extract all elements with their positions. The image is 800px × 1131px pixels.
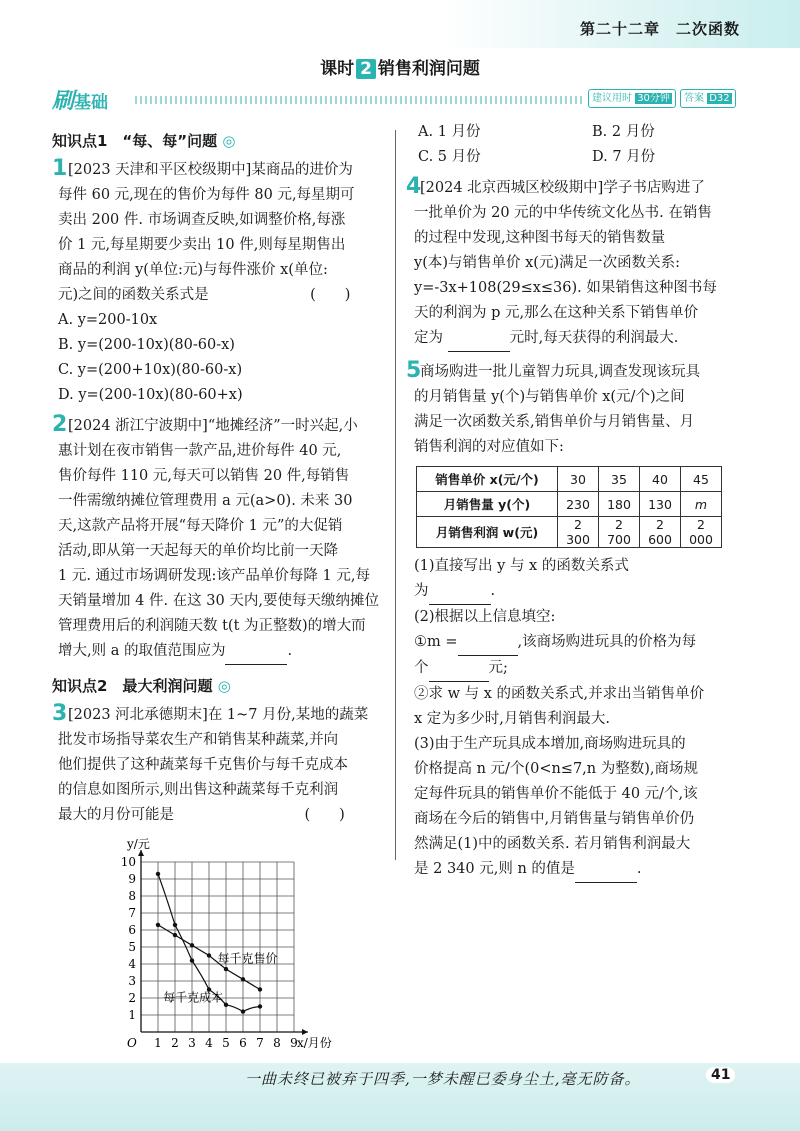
q3-line: 批发市场指导菜农生产和销售某种蔬菜,并向 <box>58 732 339 748</box>
chart-ylabel: y/元 <box>127 837 150 851</box>
q5-part1-answer: 为 . <box>414 579 746 605</box>
table-cell: 40 <box>640 467 681 492</box>
q5-p2a-post: ,该商场购进玩具的价格为每 <box>517 634 697 650</box>
kp1-title: 知识点1 “每、每”问题 <box>52 132 218 150</box>
q1-line: 价 1 元,每星期要少卖出 10 件,则每星期售出 <box>58 237 346 253</box>
left-column <box>52 130 392 828</box>
y-tick-label: 2 <box>128 991 136 1005</box>
sales-table <box>416 466 722 548</box>
series-point <box>207 953 211 957</box>
q5-part3: 然满足(1)中的函数关系. 若月销售利润最大 <box>414 836 691 852</box>
q5-part3-last: 是 2 340 元,则 n 的值是 . <box>414 857 746 883</box>
series-point <box>190 943 194 947</box>
q4-last-line <box>414 326 746 352</box>
y-tick-label: 10 <box>120 855 136 869</box>
y-tick-label: 4 <box>128 957 136 971</box>
table-cell: 130 <box>640 492 681 517</box>
q5-p3-last: 是 2 340 元,则 n 的值是 <box>414 861 575 877</box>
q4-line: y(本)与销售单价 x(元)满足一次函数关系: <box>414 255 680 271</box>
table-cell: 2 700 <box>599 517 640 548</box>
q3-option[interactable]: B. 2 月份 <box>592 124 655 140</box>
q5-part3: (3)由于生产玩具成本增加,商场购进玩具的 <box>414 736 686 752</box>
brush-logo-main: 刷 <box>52 89 75 114</box>
table-row <box>417 492 722 517</box>
table-cell: m <box>681 492 722 517</box>
q5-part2b <box>414 656 746 682</box>
q3-options <box>406 120 746 170</box>
chart-xlabel: x/月份 <box>297 1036 332 1050</box>
q2-last-line <box>58 639 392 665</box>
q2-line: 1 元. 通过市场调研发现:该产品单价每降 1 元,每 <box>58 568 370 584</box>
q5-p2b-pre: 个 <box>414 660 429 676</box>
x-tick-label: 6 <box>239 1036 247 1050</box>
q3-line: 他们提供了这种蔬菜每千克售价与每千克成本 <box>58 757 348 773</box>
lesson-number: 2 <box>356 59 376 79</box>
q2-answer-blank[interactable] <box>225 639 287 665</box>
q1-option[interactable]: A. y=200-10x <box>58 312 158 328</box>
question-2 <box>52 414 392 665</box>
q1-option[interactable]: C. y=(200+10x)(80-60-x) <box>58 362 243 378</box>
q3-option[interactable]: C. 5 月份 <box>418 149 481 165</box>
series-point <box>224 1003 228 1007</box>
brush-logo <box>52 84 108 115</box>
q2-line: 活动,即从第一天起每天的单价均比前一天降 <box>58 543 339 559</box>
q1-line: 元)之间的函数关系式是 ( ) <box>58 287 351 303</box>
answer-value: D32 <box>709 93 730 104</box>
q4-line: 一批单价为 20 元的中华传统文化丛书. 在销售 <box>414 205 712 221</box>
series-label-price: 每千克售价 <box>217 951 278 966</box>
q4-line: 的过程中发现,这种图书每天的销售数量 <box>414 230 666 246</box>
q2-line: 天销量增加 4 件. 在这 30 天内,要使每天缴纳摊位 <box>58 593 379 609</box>
q5-part1: (1)直接写出 y 与 x 的函数关系式 <box>414 558 629 574</box>
series-point <box>258 987 262 991</box>
q5-part3: 价格提高 n 元/个(0<n≤7,n 为整数),商场规 <box>414 761 699 777</box>
y-tick-label: 7 <box>128 906 136 920</box>
time-tag <box>588 89 676 108</box>
q5-n-blank[interactable] <box>575 857 637 883</box>
knowledge-point-1 <box>52 130 392 158</box>
x-tick-label: 7 <box>256 1036 264 1050</box>
q5-p1b: 为 <box>414 583 429 599</box>
column-divider <box>395 130 396 860</box>
q3-line: 的信息如图所示,则出售这种蔬菜每千克利润 <box>58 782 339 798</box>
q5-m-blank[interactable] <box>458 630 518 656</box>
page-number: 41 <box>706 1067 735 1083</box>
q1-option[interactable]: B. y=(200-10x)(80-60-x) <box>58 337 235 353</box>
q2-line: 惠计划在夜市销售一款产品,进价每件 40 元, <box>58 443 342 459</box>
series-point <box>190 958 194 962</box>
q4-number: 4 <box>406 174 422 199</box>
answer-tag <box>680 89 736 108</box>
table-header: 月销售量 y(个) <box>417 492 558 517</box>
q4-last-post: 元时,每天获得的利润最大. <box>509 330 679 346</box>
y-tick-label: 9 <box>128 872 136 886</box>
chart-axes <box>138 850 308 1035</box>
table-cell: 230 <box>558 492 599 517</box>
x-tick-label: 3 <box>188 1036 196 1050</box>
y-tick-label: 6 <box>128 923 136 937</box>
q1-line: 每件 60 元,现在的售价为每件 80 元,每星期可 <box>58 187 355 203</box>
q5-part2c: x 定为多少时,月销售利润最大. <box>414 711 611 727</box>
x-axis-arrow <box>302 1029 308 1035</box>
series-point <box>173 923 177 927</box>
y-tick-label: 1 <box>128 1008 136 1022</box>
q5-part2c: ②求 w 与 x 的函数关系式,并求出当销售单价 <box>414 686 705 702</box>
series-point <box>224 967 228 971</box>
series-point <box>241 1009 245 1013</box>
right-column <box>406 120 746 883</box>
q1-option[interactable]: D. y=(200-10x)(80-60+x) <box>58 387 243 403</box>
lesson-prefix: 课时 <box>320 59 355 79</box>
q2-line: 管理费用后的利润随天数 t(t 为正整数)的增大而 <box>58 618 366 634</box>
q2-line: [2024 浙江宁波期中]“地摊经济”一时兴起,小 <box>68 418 358 434</box>
q5-p2a-pre: ①m = <box>414 634 458 650</box>
series-point <box>258 1004 262 1008</box>
q3-option[interactable]: D. 7 月份 <box>592 149 656 165</box>
q5-p2b-post: 元; <box>488 660 508 676</box>
brush-logo-sub: 基础 <box>74 93 109 113</box>
q5-line: 的月销售量 y(个)与销售单价 x(元/个)之间 <box>414 389 685 405</box>
q4-line: y=-3x+108(29≤x≤36). 如果销售这种图书每 <box>414 280 717 296</box>
table-cell: 2 600 <box>640 517 681 548</box>
series-point <box>156 872 160 876</box>
q5-line: 销售利润的对应值如下: <box>414 439 564 455</box>
q3-line: [2023 河北承德期末]在 1~7 月份,某地的蔬菜 <box>68 707 369 723</box>
y-tick-label: 3 <box>128 974 136 988</box>
table-cell: 180 <box>599 492 640 517</box>
target-icon: ◎ <box>217 677 231 695</box>
y-tick-label: 5 <box>128 940 136 954</box>
table-row <box>417 517 722 548</box>
q4-answer-blank[interactable] <box>448 326 510 352</box>
q5-price-blank[interactable] <box>429 656 489 682</box>
question-3 <box>52 703 392 828</box>
time-value: 30分钟 <box>637 93 670 104</box>
q5-part2a <box>414 630 746 656</box>
q5-part3: 商场在今后的销售中,月销售量与销售单价仍 <box>414 811 695 827</box>
q3-line: 最大的月份可能是 ( ) <box>58 807 345 823</box>
q5-line: 商场购进一批儿童智力玩具,调查发现该玩具 <box>420 364 701 380</box>
question-5 <box>406 360 746 883</box>
knowledge-point-2 <box>52 675 392 703</box>
x-tick-label: 8 <box>273 1036 281 1050</box>
x-tick-label: 1 <box>154 1036 162 1050</box>
answer-label: 答案 <box>684 93 704 104</box>
target-icon: ◎ <box>222 132 236 150</box>
series-label-cost: 每千克成本 <box>163 990 224 1005</box>
x-tick-label: 4 <box>205 1036 213 1050</box>
chapter-header: 第二十二章 二次函数 <box>579 20 740 38</box>
series-point <box>173 933 177 937</box>
q1-line: [2023 天津和平区校级期中]某商品的进价为 <box>68 162 353 178</box>
q3-option[interactable]: A. 1 月份 <box>418 124 481 140</box>
time-label: 建议用时 <box>592 93 632 104</box>
q5-p1-blank[interactable] <box>429 579 491 605</box>
question-4 <box>406 176 746 352</box>
table-header: 销售单价 x(元/个) <box>417 467 558 492</box>
q4-last-pre: 定为 <box>414 330 443 346</box>
series-point <box>241 977 245 981</box>
q2-end: . <box>287 643 293 659</box>
q2-line: 售价每件 110 元,每天可以销售 20 件,每销售 <box>58 468 350 484</box>
q2-line: 天,这款产品将开展“每天降价 1 元”的大促销 <box>58 518 343 534</box>
series-point <box>156 923 160 927</box>
question-1 <box>52 158 392 408</box>
footer-motto: 一曲未终已被弃于四季,一梦未醒已委身尘土,毫无防备。 <box>245 1070 641 1088</box>
chart-origin: O <box>127 1036 137 1050</box>
q5-part3: 定每件玩具的销售单价不能低于 40 元/个,该 <box>414 786 698 802</box>
table-cell: 30 <box>558 467 599 492</box>
x-tick-label: 5 <box>222 1036 230 1050</box>
x-tick-label: 2 <box>171 1036 179 1050</box>
price-cost-chart <box>115 832 355 1052</box>
table-cell: 45 <box>681 467 722 492</box>
lesson-name: 销售利润问题 <box>377 59 480 79</box>
q2-line: 增大,则 a 的取值范围应为 <box>58 643 226 659</box>
q1-number: 1 <box>52 156 68 181</box>
q5-line: 满足一次函数关系,销售单价与月销售量、月 <box>414 414 695 430</box>
table-cell: 2 000 <box>681 517 722 548</box>
x-tick-label: 9 <box>290 1036 298 1050</box>
q1-line: 卖出 200 件. 市场调查反映,如调整价格,每涨 <box>58 212 346 228</box>
lesson-title <box>0 54 800 79</box>
table-cell: 2 300 <box>558 517 599 548</box>
chart-grid <box>141 862 294 1032</box>
q5-part2: (2)根据以上信息填空: <box>414 609 556 625</box>
q4-line: 天的利润为 p 元,那么在这种关系下销售单价 <box>414 305 699 321</box>
q1-line: 商品的利润 y(单位:元)与每件涨价 x(单位: <box>58 262 328 278</box>
q4-line: [2024 北京西城区校级期中]学子书店购进了 <box>420 180 705 196</box>
q2-number: 2 <box>52 412 68 437</box>
q3-number: 3 <box>52 701 68 726</box>
q2-line: 一件需缴纳摊位管理费用 a 元(a>0). 未来 30 <box>58 493 353 509</box>
table-cell: 35 <box>599 467 640 492</box>
y-tick-label: 8 <box>128 889 136 903</box>
q5-number: 5 <box>406 358 422 383</box>
dotted-bar <box>135 96 585 104</box>
kp2-title: 知识点2 最大利润问题 <box>52 677 213 695</box>
table-row <box>417 467 722 492</box>
table-header: 月销售利润 w(元) <box>417 517 558 548</box>
